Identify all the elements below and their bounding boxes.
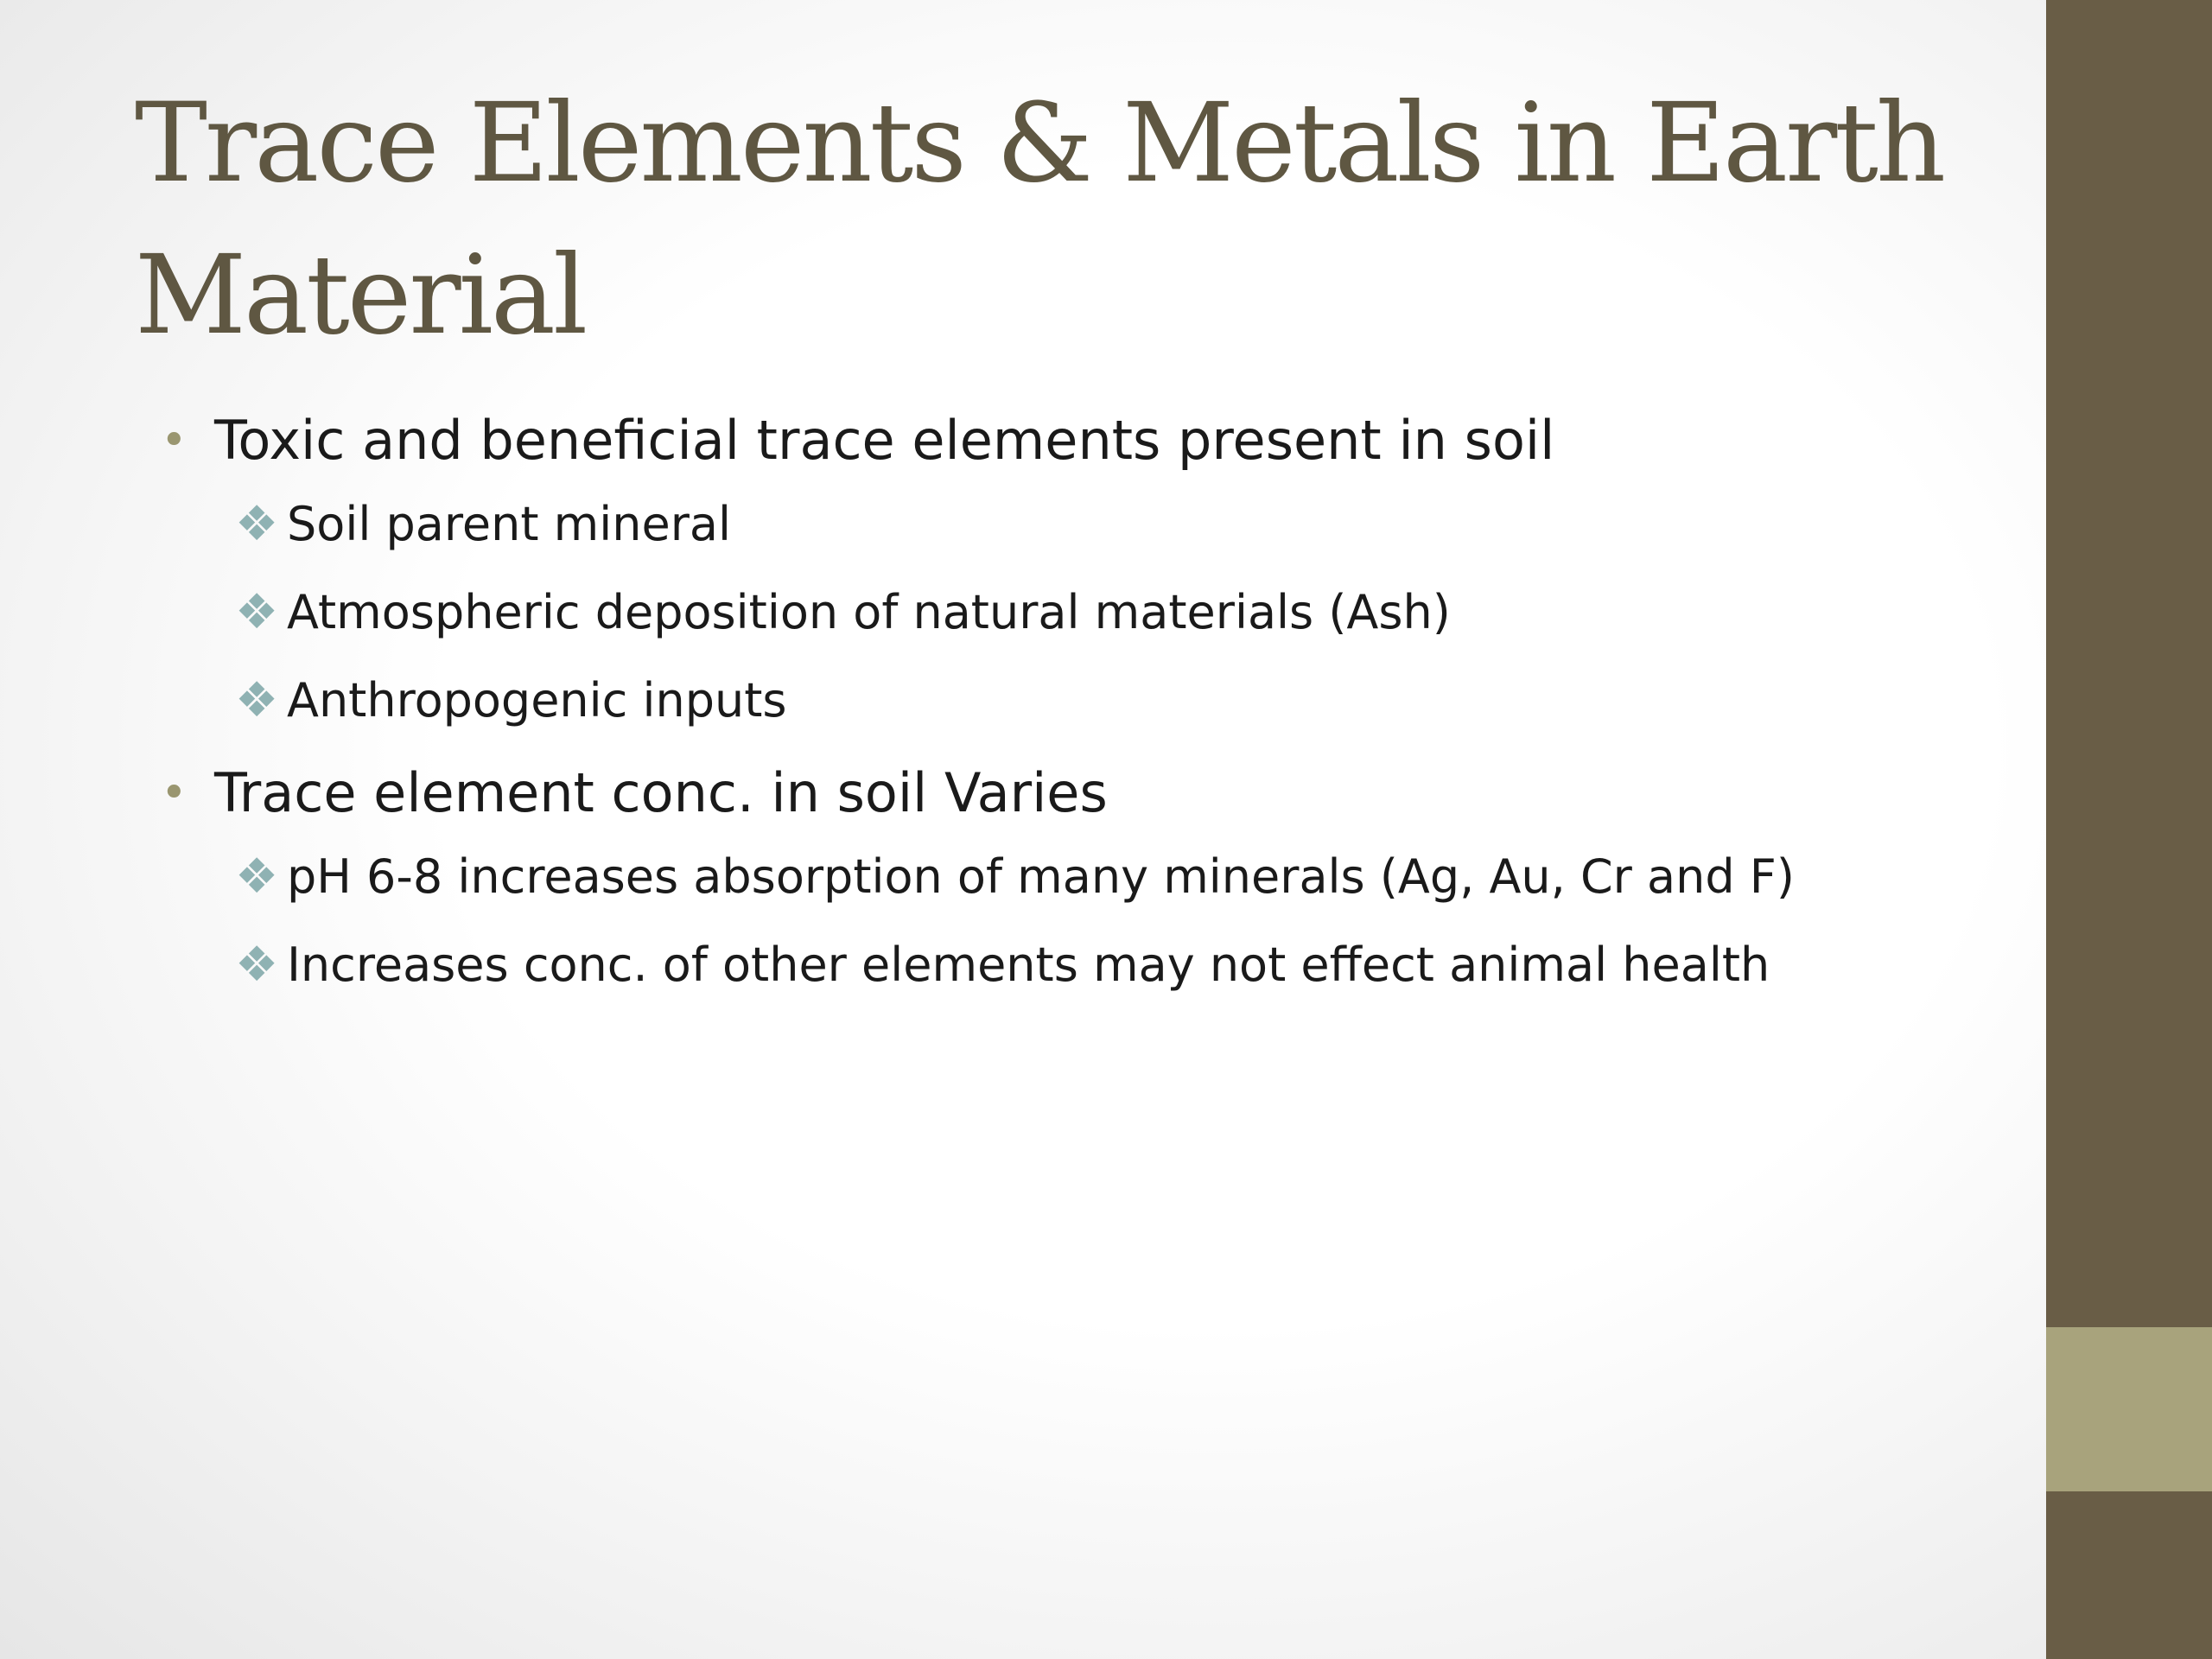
sub-bullet-item [156,664,2005,738]
sub-bullet-item [156,487,2005,562]
sub-bullet-item [156,840,2005,914]
round-bullet-icon: • [161,415,188,467]
right-accent-block [2046,1327,2212,1491]
sub-bullet-item [156,928,2005,1002]
bullet-item [156,399,2005,482]
bullet-text: Trace element conc. in soil Varies [214,761,1108,824]
bullet-text: Toxic and beneficial trace elements present in soil [214,409,1555,472]
sub-bullet-text: Anthropogenic inputs [287,673,787,728]
four-diamond-icon: ❖ [235,496,279,552]
sub-bullet-text: Atmospheric deposition of natural materials (Ash) [287,585,1451,639]
four-diamond-icon: ❖ [235,584,279,640]
slide-body [156,399,2005,1016]
four-diamond-icon: ❖ [235,672,279,728]
bullet-item [156,752,2005,835]
sub-bullet-text: Soil parent mineral [287,497,732,551]
four-diamond-icon: ❖ [235,849,279,905]
round-bullet-icon: • [161,767,188,819]
four-diamond-icon: ❖ [235,937,279,993]
sub-bullet-text: pH 6-8 increases absorption of many minerals (Ag, Au, Cr and F) [287,849,1795,904]
sub-bullet-text: Increases conc. of other elements may not effect animal health [287,938,1770,992]
slide-title: Trace Elements & Metals in Earth Material [135,79,1944,359]
sub-bullet-item [156,575,2005,650]
